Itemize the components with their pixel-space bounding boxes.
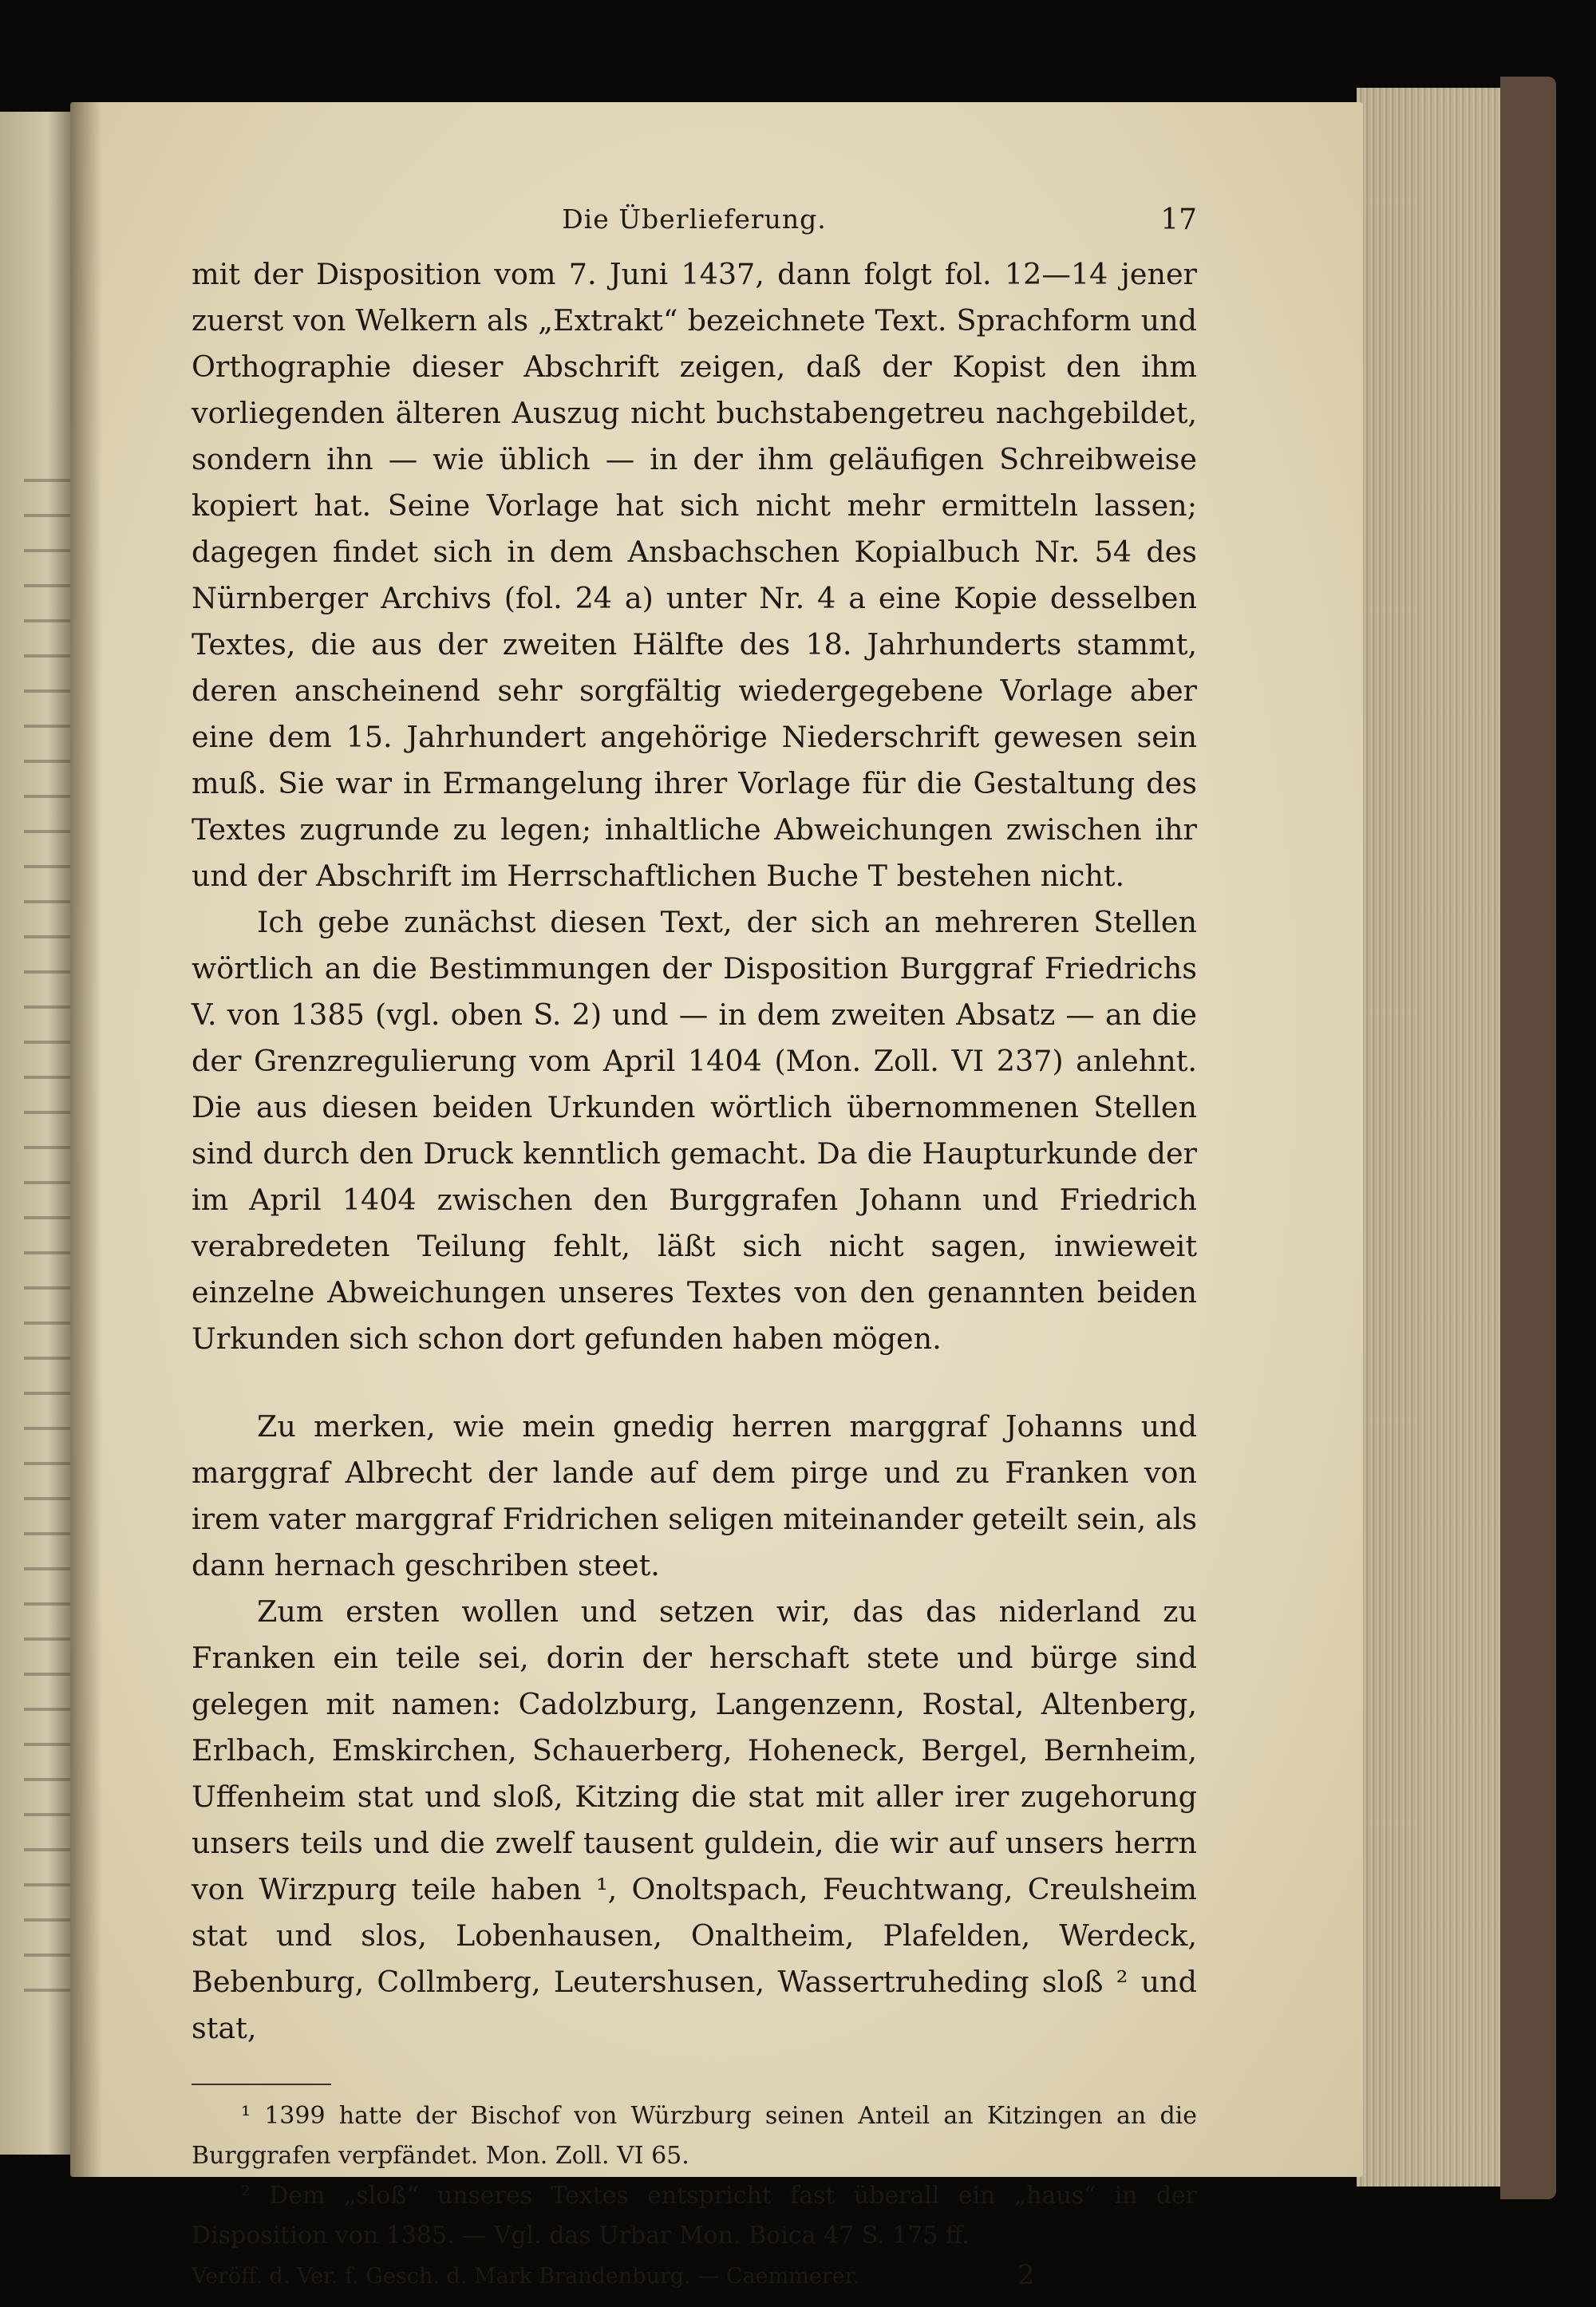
series-imprint: Veröff. d. Ver. f. Gesch. d. Mark Brandenburg. — Caemmerer. [192, 2264, 860, 2289]
footnote: ¹ 1399 hatte der Bischof von Würzburg seinen Anteil an Kitzingen an die Burggrafen verpfändet. Mon. Zoll. VI 65. [192, 2102, 1197, 2170]
page-gutter-shadow [70, 102, 102, 2177]
footnote: ² Dem „sloß“ unseres Textes entspricht fast überall ein „haus“ in der Disposition von 1385. — Vgl. das Urbar Mon. Boica 47 S. 175 ff. [192, 2182, 1197, 2250]
section-gap [192, 1362, 1197, 1404]
paragraph: mit der Disposition vom 7. Juni 1437, dann folgt fol. 12—14 jener zuerst von Welkern als „Extrakt“ bezeichnete Text. Sprachform und Orthographie dieser Abschrift zeigen, daß der Kopist den ihm vorliegenden älteren Auszug nicht buchstabengetreu nachgebildet, sondern ihn — wie üblich — in der ihm geläufigen Schreibweise kopiert hat. Seine Vorlage hat sich nicht mehr ermitteln lassen; dagegen findet sich in dem Ansbachschen Kopialbuch Nr. 54 des Nürnberger Archivs (fol. 24 a) unter Nr. 4 a eine Kopie desselben Textes, die aus der zweiten Hälfte des 18. Jahrhunderts stammt, deren anscheinend sehr sorgfältig wiedergegebene Vorlage aber eine dem 15. Jahrhundert angehörige Niederschrift gewesen sein muß. Sie war in Ermangelung ihrer Vorlage für die Gestaltung des Textes zugrunde zu legen; inhaltliche Abweichungen zwischen ihr und der Abschrift im Herrschaftlichen Buche T bestehen nicht. [192, 257, 1197, 893]
page-number: 17 [1160, 203, 1197, 236]
running-head [192, 203, 1197, 251]
paragraph: Ich gebe zunächst diesen Text, der sich an mehreren Stellen wörtlich an die Bestimmungen der Disposition Burggraf Friedrichs V. von 1385 (vgl. oben S. 2) und — in dem zweiten Absatz — an die der Grenzregulierung vom April 1404 (Mon. Zoll. VI 237) anlehnt. Die aus diesen beiden Urkunden wörtlich übernommenen Stellen sind durch den Druck kenntlich gemacht. Da die Haupturkunde der im April 1404 zwischen den Burggrafen Johann und Friedrich verabredeten Teilung fehlt, läßt sich nicht sagen, inwieweit einzelne Abweichungen unseres Textes von den genannten beiden Urkunden sich schon dort gefunden haben mögen. [192, 905, 1197, 1356]
page-footer [192, 2259, 1197, 2307]
facing-page-text-shadow [24, 447, 72, 2003]
sheet-signature: 2 [1017, 2259, 1035, 2291]
facing-page-edge [0, 112, 80, 2155]
page-text-block [192, 203, 1197, 2307]
book-cover-edge [1500, 77, 1556, 2199]
footnote-rule [192, 2084, 331, 2085]
quoted-source-paragraph: Zu merken, wie mein gnedig herren marggraf Johanns und marggraf Albrecht der lande auf dem pirge und zu Franken von irem vater marggraf Fridrichen seligen miteinander geteilt sein, als dann hernach geschriben steet. [192, 1409, 1197, 1582]
quoted-source-paragraph: Zum ersten wollen und setzen wir, das das niderland zu Franken ein teile sei, dorin der herschaft stete und bürge sind gelegen mit namen: Cadolzburg, Langenzenn, Rostal, Altenberg, Erlbach, Emskirchen, Schauerberg, Hoheneck, Bergel, Bernheim, Uffenheim stat und sloß, Kitzing die stat mit aller irer zugehorung unsers teils und die zwelf tausent guldein, die wir auf unsers herrn von Wirzpurg teile haben ¹, Onoltspach, Feuchtwang, Creulsheim stat und slos, Lobenhausen, Onaltheim, Plafelden, Werdeck, Bebenburg, Collmberg, Leutershusen, Wassertruheding sloß ² und stat, [192, 1594, 1197, 2045]
running-title: Die Überlieferung. [562, 203, 827, 235]
page-block-edges [1357, 88, 1516, 2187]
